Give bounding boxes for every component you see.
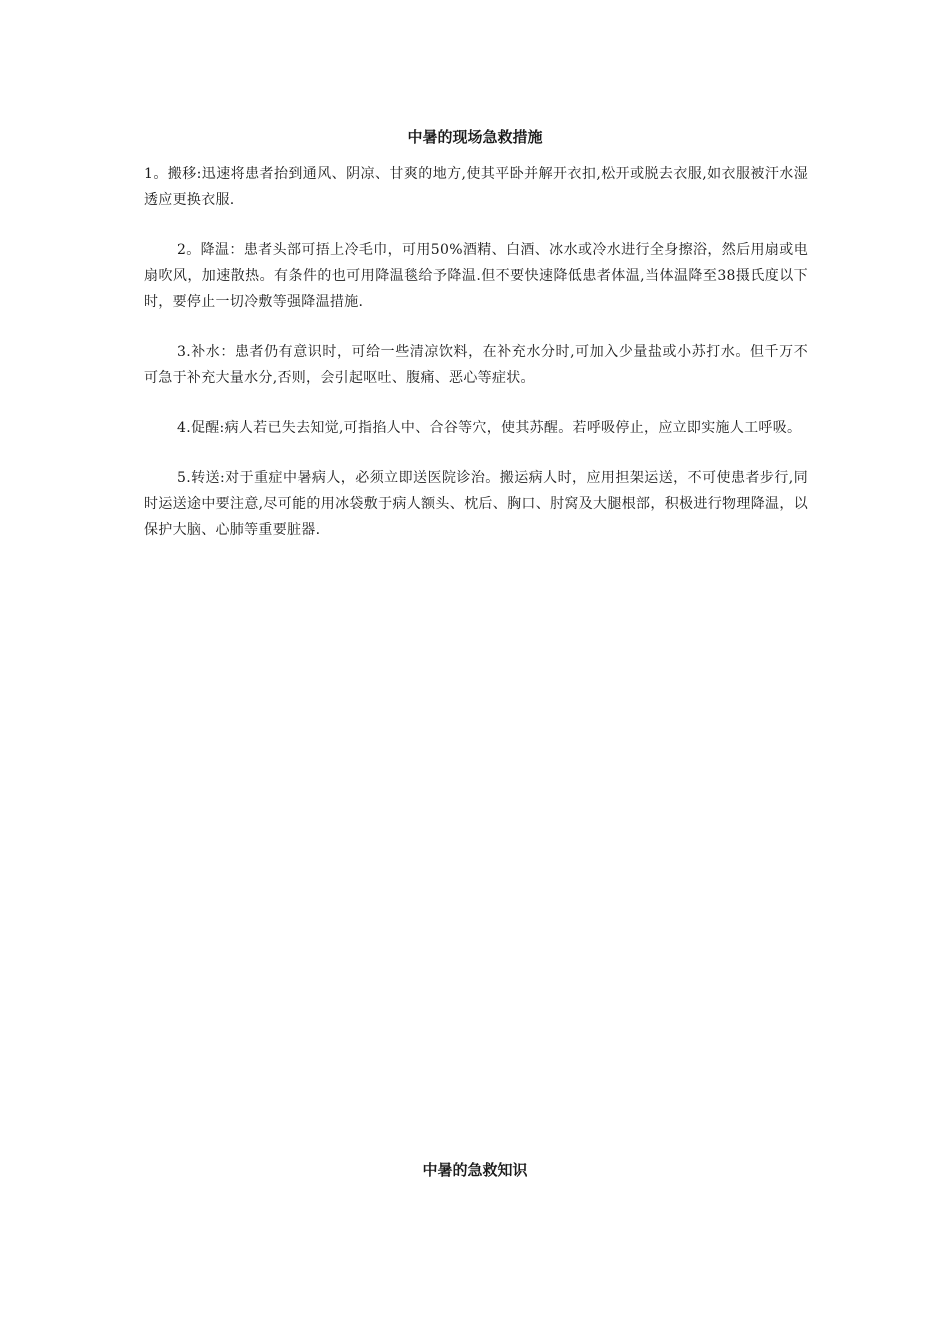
document-body <box>144 161 808 567</box>
page-title: 中暑的现场急救措施 <box>407 128 543 146</box>
paragraph-transfer: 5.转送:对于重症中暑病人，必须立即送医院诊治。搬运病人时，应用担架运送，不可使患者步行,同时运送途中要注意,尽可能的用冰袋敷于病人额头、枕后、胸口、肘窝及大腿根部，积极进行物理降温，以保护大脑、心肺等重要脏器. <box>144 470 808 538</box>
paragraph-revive: 4.促醒:病人若已失去知觉,可指掐人中、合谷等穴，使其苏醒。若呼吸停止，应立即实施人工呼吸。 <box>177 420 802 436</box>
section-title: 中暑的急救知识 <box>422 1161 528 1179</box>
paragraph-hydration: 3.补水：患者仍有意识时，可给一些清凉饮料，在补充水分时,可加入少量盐或小苏打水。但千万不可急于补充大量水分,否则，会引起呕吐、腹痛、恶心等症状。 <box>144 344 808 386</box>
paragraph-cooling: 2。降温：患者头部可捂上冷毛巾，可用50%酒精、白酒、冰水或冷水进行全身擦浴，然后用扇或电扇吹风，加速散热。有条件的也可用降温毯给予降温.但不要快速降低患者体温,当体温降至38摄氏度以下时，要停止一切冷敷等强降温措施. <box>144 242 808 310</box>
paragraph-relocate: 1。搬移:迅速将患者抬到通风、阴凉、甘爽的地方,使其平卧并解开衣扣,松开或脱去衣服,如衣服被汗水湿透应更换衣服. <box>144 166 808 208</box>
